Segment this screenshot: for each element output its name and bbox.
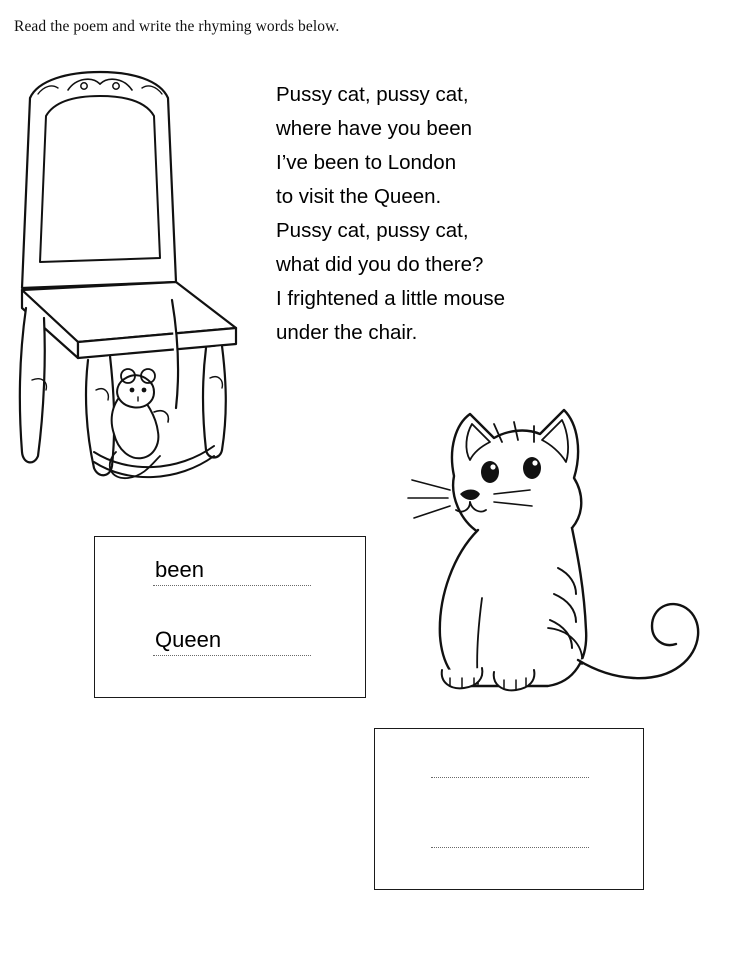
poem-line: to visit the Queen.: [276, 185, 442, 208]
poem-line: Pussy cat, pussy cat,: [276, 83, 469, 106]
page-instruction: Read the poem and write the rhyming words below.: [14, 18, 340, 35]
answer-line: [153, 655, 311, 656]
poem-line: what did you do there?: [276, 253, 484, 276]
answer-line: [153, 585, 311, 586]
answer-word[interactable]: been: [155, 557, 204, 582]
sitting-cat-illustration: [398, 398, 728, 698]
poem-line: I frightened a little mouse: [276, 287, 506, 310]
chair-with-mouse-illustration: [8, 60, 258, 480]
poem-text: [276, 78, 616, 350]
poem-line: I’ve been to London: [276, 151, 457, 174]
poem-line: Pussy cat, pussy cat,: [276, 219, 469, 242]
answer-box-left[interactable]: [94, 536, 366, 698]
answer-box-right[interactable]: [374, 728, 644, 890]
poem-line: under the chair.: [276, 321, 418, 344]
answer-word[interactable]: Queen: [155, 627, 222, 652]
answer-line: [431, 777, 589, 778]
answer-line: [431, 847, 589, 848]
poem-line: where have you been: [276, 117, 473, 140]
